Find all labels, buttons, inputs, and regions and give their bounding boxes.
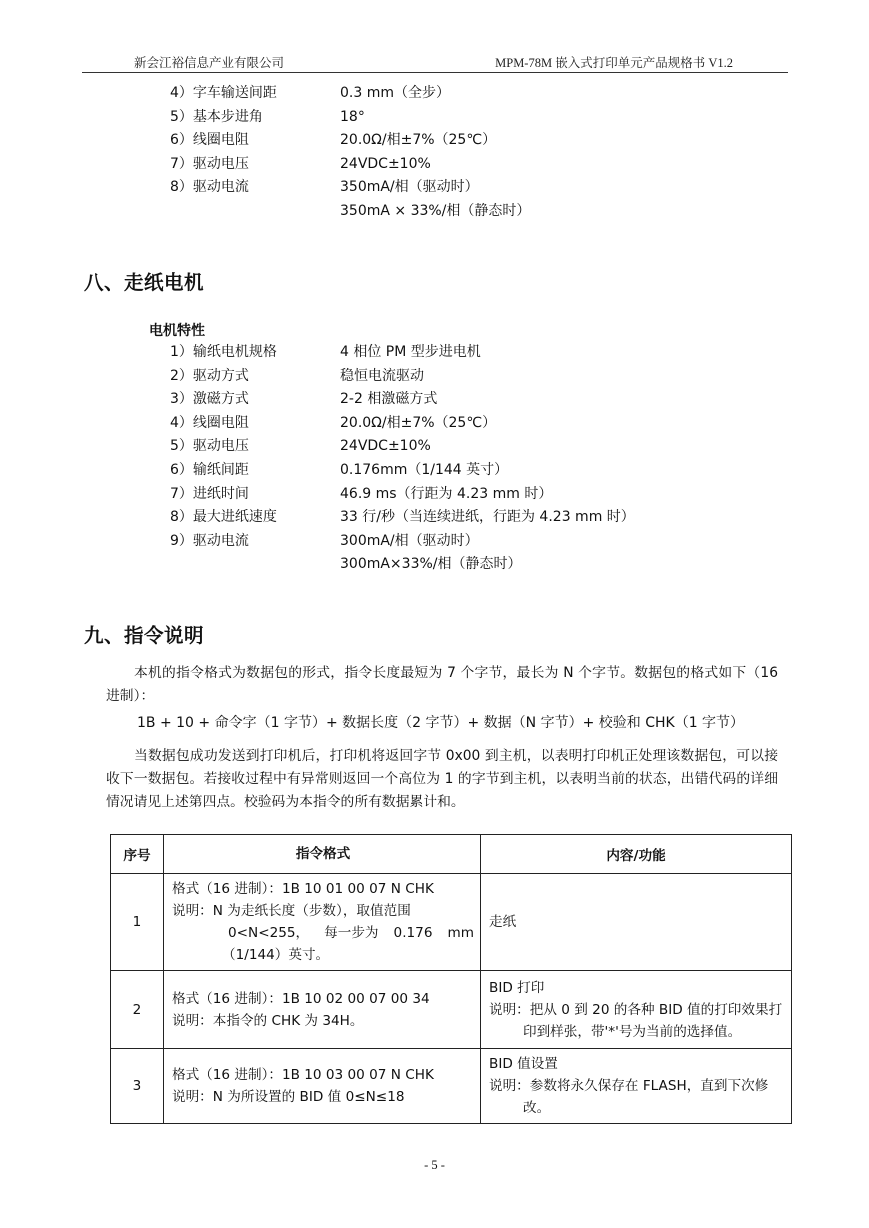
content-title: BID 打印	[489, 979, 545, 996]
spec-label: 3）激磁方式	[170, 391, 249, 408]
spec-label: 5）驱动电压	[170, 438, 249, 455]
packet-format-formula: 1B + 10 + 命令字（1 字节）+ 数据长度（2 字节）+ 数据（N 字节）+ 校验和 CHK（1 字节）	[137, 715, 745, 731]
table-row	[111, 874, 792, 971]
spec-value: 18°	[340, 108, 365, 125]
content-note: 说明：把从 0 到 20 的各种 BID 值的打印效果打	[489, 1001, 783, 1018]
header-company: 新会江裕信息产业有限公司	[134, 56, 285, 70]
column-header-no: 序号	[111, 835, 164, 874]
content-note: 改。	[523, 1100, 551, 1116]
content-cell	[481, 874, 792, 971]
spec-label: 6）输纸间距	[170, 461, 249, 478]
spec-value: 20.0Ω/相±7%（25℃）	[340, 414, 497, 431]
section-8-title: 八、走纸电机	[84, 271, 205, 294]
spec-value: 2-2 相激磁方式	[340, 391, 438, 408]
section-8-subtitle: 电机特性	[149, 323, 205, 339]
spec-value: 0.3 mm（全步）	[340, 85, 450, 101]
note-line: （1/144）英寸。	[222, 947, 330, 963]
spec-value: 350mA/相（驱动时）	[340, 179, 479, 196]
spec-label: 9）驱动电流	[170, 532, 249, 549]
spec-value: 0.176mm（1/144 英寸）	[340, 461, 509, 478]
intro-text: 本机的指令格式为数据包的形式，指令长度最短为 7 个字节，最长为 N 个字节。数据包的格式如下（16 进制）：	[106, 665, 778, 704]
spec-value: 33 行/秒（当连续进纸，行距为 4.23 mm 时）	[340, 509, 635, 526]
note-line: 说明：N 为走纸长度（步数），取值范围	[172, 903, 411, 919]
command-format-cell	[164, 1049, 481, 1124]
table-header-row	[111, 835, 792, 874]
note-fragment: 0<N<255，	[228, 925, 310, 941]
response-paragraph	[106, 745, 778, 814]
header-rule	[82, 72, 788, 73]
command-format-cell	[164, 971, 481, 1049]
section-9-title: 九、指令说明	[84, 624, 205, 647]
spec-value: 300mA/相（驱动时）	[340, 532, 479, 549]
spec-label: 4）线圈电阻	[170, 414, 249, 431]
content-note: 印到样张，带'*'号为当前的选择值。	[523, 1023, 742, 1040]
spec-label: 4）字车输送间距	[170, 85, 277, 101]
spec-value: 300mA×33%/相（静态时）	[340, 556, 522, 573]
command-table	[110, 834, 792, 1124]
note-fragment: 每一步为	[324, 925, 379, 941]
spec-label: 6）线圈电阻	[170, 132, 249, 149]
note-line: 说明：本指令的 CHK 为 34H。	[172, 1012, 364, 1029]
format-line: 格式（16 进制）：1B 10 03 00 07 N CHK	[172, 1067, 434, 1083]
content-title: 走纸	[489, 914, 517, 930]
table-row	[111, 971, 792, 1049]
row-number: 1	[111, 874, 164, 971]
spec-label: 5）基本步进角	[170, 108, 263, 125]
note-line: 说明：N 为所设置的 BID 值 0≤N≤18	[172, 1089, 405, 1105]
content-cell	[481, 1049, 792, 1124]
spec-label: 2）驱动方式	[170, 367, 249, 384]
row-number: 3	[111, 1049, 164, 1124]
format-line: 格式（16 进制）：1B 10 02 00 07 00 34	[172, 990, 430, 1007]
row-number: 2	[111, 971, 164, 1049]
content-title: BID 值设置	[489, 1056, 558, 1072]
spec-value: 4 相位 PM 型步进电机	[340, 344, 481, 360]
format-line: 格式（16 进制）：1B 10 01 00 07 N CHK	[172, 881, 434, 897]
spec-label: 8）最大进纸速度	[170, 509, 277, 526]
intro-paragraph	[106, 662, 778, 708]
header-doc-title: MPM-78M 嵌入式打印单元产品规格书 V1.2	[495, 56, 733, 70]
spec-value: 46.9 ms（行距为 4.23 mm 时）	[340, 485, 553, 502]
spec-value: 稳恒电流驱动	[340, 367, 424, 384]
column-header-format: 指令格式	[164, 835, 481, 874]
response-text: 当数据包成功发送到打印机后，打印机将返回字节 0x00 到主机，以表明打印机正处理该数据包，可以接收下一数据包。若接收过程中有异常则返回一个高位为 1 的字节到主机，以表明当前的状态，出错代码的详细情况请见上述第四点。校验码为本指令的所有数据累计和。	[106, 748, 778, 810]
spec-value: 24VDC±10%	[340, 438, 431, 455]
note-fragment: mm	[447, 925, 474, 941]
table-row	[111, 1049, 792, 1124]
content-cell	[481, 971, 792, 1049]
spec-value: 24VDC±10%	[340, 155, 431, 172]
spec-label: 7）驱动电压	[170, 155, 249, 172]
column-header-content: 内容/功能	[481, 835, 792, 874]
content-note: 说明：参数将永久保存在 FLASH，直到下次修	[489, 1078, 769, 1094]
spec-value: 350mA × 33%/相（静态时）	[340, 202, 531, 219]
spec-label: 8）驱动电流	[170, 179, 249, 196]
command-format-cell	[164, 874, 481, 971]
note-fragment: 0.176	[393, 925, 433, 941]
spec-label: 7）进纸时间	[170, 485, 249, 502]
spec-value: 20.0Ω/相±7%（25℃）	[340, 132, 497, 149]
spec-label: 1）输纸电机规格	[170, 344, 277, 360]
note-line-justified	[172, 922, 474, 944]
page-number: - 5 -	[424, 1158, 445, 1172]
